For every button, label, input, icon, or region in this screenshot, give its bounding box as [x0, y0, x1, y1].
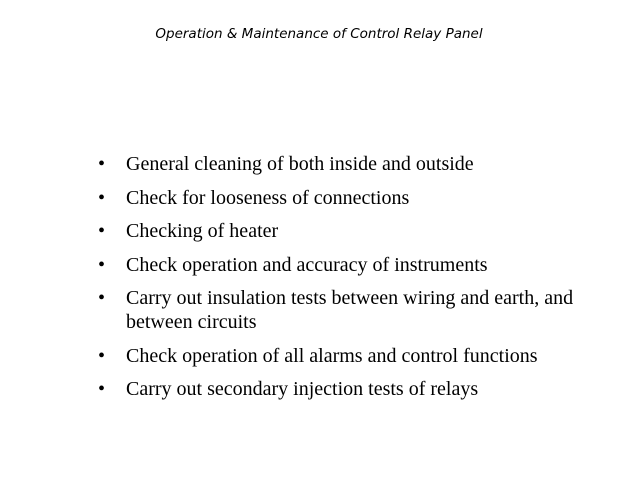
- list-item: [98, 286, 618, 334]
- bullet-text: Check for looseness of connections: [126, 186, 410, 209]
- bullet-icon: •: [98, 220, 106, 242]
- bullet-icon: •: [98, 344, 106, 367]
- bullet-text: Check operation and accuracy of instruments: [126, 253, 488, 276]
- bullet-icon: •: [98, 253, 106, 276]
- list-item: [98, 377, 618, 401]
- list-item: [98, 219, 618, 243]
- bullet-text: Carry out insulation tests between wiring and earth, and between circuits: [126, 287, 574, 333]
- list-item: [98, 152, 618, 176]
- bullet-text: Check operation of all alarms and control functions: [126, 344, 538, 367]
- bullet-text: Checking of heater: [126, 220, 279, 242]
- bullet-icon: •: [98, 287, 106, 309]
- bullet-icon: •: [98, 378, 106, 400]
- bullet-text: Carry out secondary injection tests of relays: [126, 378, 479, 400]
- bullet-icon: •: [98, 153, 106, 175]
- list-item: [98, 344, 618, 368]
- list-item: [98, 186, 618, 210]
- list-item: [98, 253, 618, 277]
- bullet-icon: •: [98, 186, 106, 209]
- slide-title: Operation & Maintenance of Control Relay Panel: [155, 26, 483, 42]
- bullet-list: [98, 152, 618, 411]
- bullet-text: General cleaning of both inside and outside: [126, 153, 474, 175]
